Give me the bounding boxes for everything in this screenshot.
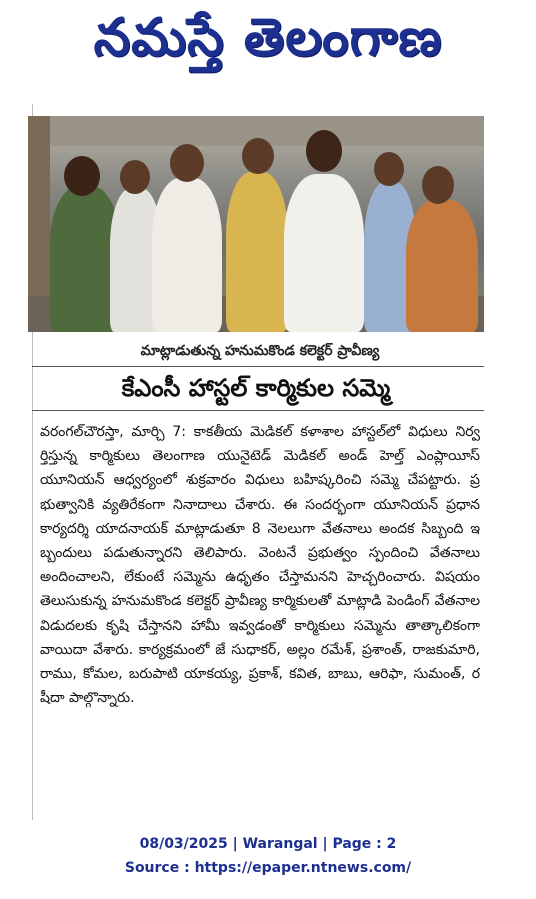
photo-person-head bbox=[306, 130, 342, 172]
article-photo bbox=[28, 116, 484, 332]
photo-person bbox=[284, 174, 364, 332]
headline-rule-bottom bbox=[32, 410, 484, 411]
article-body: వరంగల్‌చౌరస్తా, మార్చి 7: కాకతీయ మెడికల్ కళాశాల హాస్టల్‌లో విధులు నిర్వర్తిస్తున్న కార్మికులు తెలంగాణ యునైటెడ్ మెడికల్ అండ్ హెల్త్ ఎంప్లాయీస్ యూనియన్ ఆధ్వర్యంలో శుక్రవారం విధులు బహిష్కరించి సమ్మె చేపట్టారు. ప్రభుత్వానికి వ్యతిరేకంగా నినాదాలు చేశారు. ఈ సందర్భంగా యూనియన్ ప్రధాన కార్యదర్శి యాదనాయక్ మాట్లాడుతూ 8 నెలలుగా వేతనాలు అందక సిబ్బంది ఇబ్బందులు పడుతున్నారని తెలిపారు. వెంటనే ప్రభుత్వం స్పందించి వేతనాలు అందించాలని, లేకుంటే సమ్మెను ఉధృతం చేస్తామనని హెచ్చరించారు. విషయం తెలుసుకున్న హనుమకొండ కలెక్టర్ ప్రావీణ్య కార్మికులతో మాట్లాడి పెండింగ్ వేతనాల విడుదలకు కృషి చేస్తానని హామీ ఇవ్వడంతో కార్మికులు సమ్మెను తాత్కాలికంగా వాయిదా వేశారు. కార్యక్రమంలో జే సుధాకర్, అల్లం రమేశ్, ప్రశాంత్, రాజకుమారి, రాము, కోమల, బరుపాటి యాకయ్య, ప్రకాశ్, కవిత, బాబు, ఆరిఫా, సుమంత్, రషీదా పాల్గొన్నారు. bbox=[40, 424, 480, 707]
photo-person-head bbox=[422, 166, 454, 204]
headline-rule-top bbox=[32, 366, 484, 367]
footer-date-line: 08/03/2025 | Warangal | Page : 2 bbox=[139, 836, 397, 852]
photo-person-head bbox=[170, 144, 204, 182]
photo-caption: మాట్లాడుతున్న హనుమకొండ కలెక్టర్ ప్రావీణ్య bbox=[140, 343, 380, 359]
photo-person bbox=[226, 172, 288, 332]
photo-person-head bbox=[64, 156, 100, 196]
photo-person-head bbox=[374, 152, 404, 186]
photo-person-head bbox=[120, 160, 150, 194]
photo-person bbox=[152, 178, 222, 332]
photo-person-head bbox=[242, 138, 274, 174]
newspaper-masthead: నమస్తే తెలంగాణ bbox=[93, 7, 443, 68]
photo-person bbox=[406, 200, 478, 332]
footer-source-line: Source : https://epaper.ntnews.com/ bbox=[124, 860, 412, 876]
article-headline: కేఎంసీ హాస్టల్ కార్మికుల సమ్మె bbox=[121, 374, 391, 402]
